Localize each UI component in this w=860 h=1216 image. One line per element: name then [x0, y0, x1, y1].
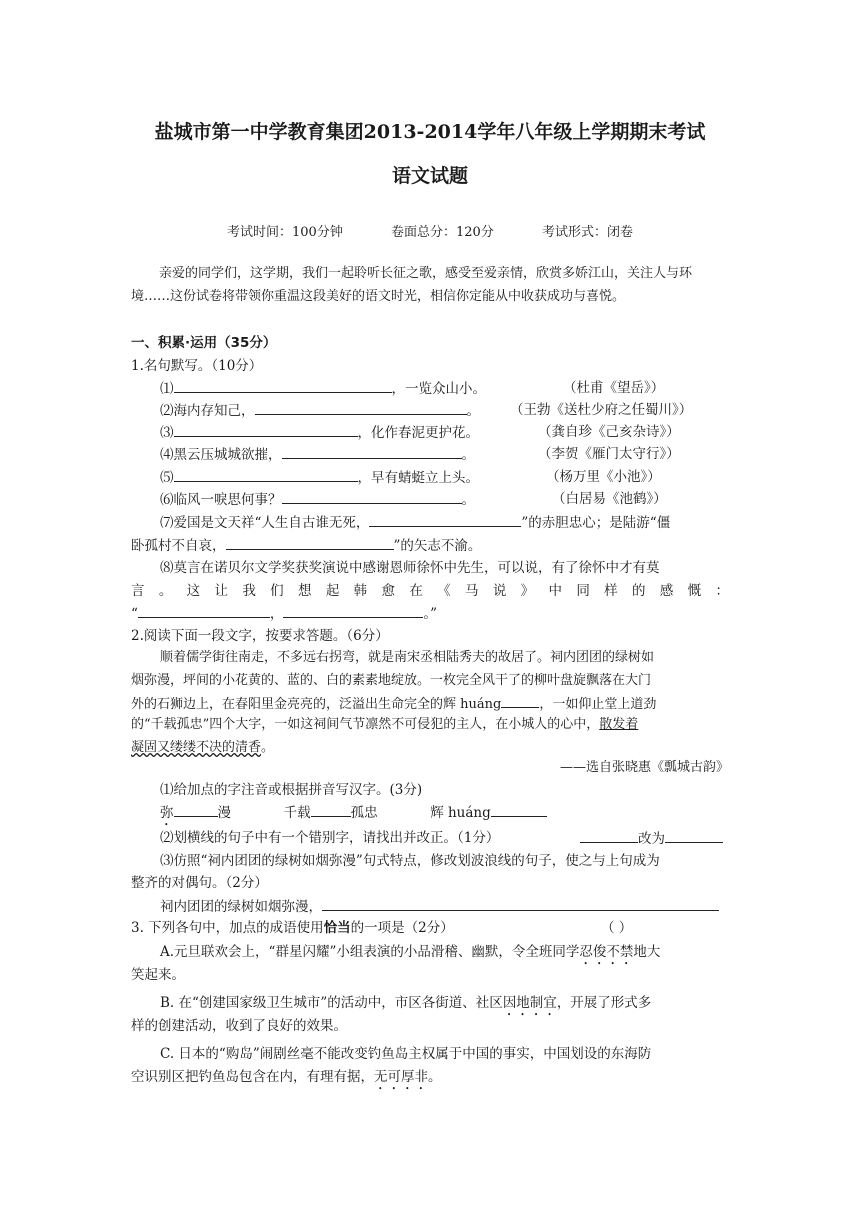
- exam-total-score: 卷面总分：120分: [390, 225, 494, 240]
- q2-passage-line2: 烟弥漫，坪间的小花黄的、蓝的、白的素素地绽放。一枚完全风干了的柳叶盘旋飘落在大门: [131, 673, 652, 688]
- answer-blank[interactable]: [174, 421, 358, 437]
- q1-item-8-line2: 言。这让我们想起韩愈在《马说》中同样的感慨：: [131, 583, 729, 599]
- q1-stem: 1.名句默写。（10分）: [131, 358, 263, 374]
- q1-source: （王勃《送杜少府之任蜀川》）: [510, 402, 693, 418]
- q3-option-c-line2: 空识别区把钓鱼岛包含在内，有理有据，无可厚非。: [131, 1069, 442, 1085]
- q3-option-a-line1: A.元旦联欢会上，“群星闪耀”小组表演的小品滑稽、幽默，令全班同学忍俊不禁地大: [160, 944, 661, 960]
- answer-blank[interactable]: [174, 801, 218, 817]
- answer-blank[interactable]: [322, 895, 719, 911]
- answer-blank[interactable]: [138, 602, 270, 618]
- q1-item-4: ⑷黑云压城城欲摧， 。 （李贺《雁门太守行》）: [160, 443, 758, 465]
- q1-source: （龚自珍《己亥杂诗》）: [538, 424, 680, 440]
- q3-option-a-line2: 笑起来。: [131, 967, 185, 983]
- answer-paren[interactable]: （ ）: [601, 920, 633, 936]
- q2-sub1: ⑴给加点的字注音或根据拼音写汉字。(3分): [160, 782, 423, 798]
- q1-item-2: ⑵海内存知己， 。 （王勃《送杜少府之任蜀川》）: [160, 399, 758, 421]
- q2-passage-line4: 的“千载孤忠”四个大字，一如这祠间气节凛然不可侵犯的主人，在小城人的心中，散发着: [131, 717, 639, 732]
- q1-item-6: ⑹临风一唳思何事？ 。 （白居易《池鹤》）: [160, 488, 758, 510]
- q1-item-5: ⑸ ，早有蜻蜓立上头。 （杨万里《小池》）: [160, 466, 758, 488]
- q2-passage-source: ——选自张晓惠《瓢城古韵》: [559, 760, 729, 775]
- q3-stem: 3. 下列各句中，加点的成语使用恰当的一项是（2分） （ ）: [131, 917, 729, 939]
- q1-item-8-line3: “ ， 。”: [131, 602, 729, 624]
- q3-option-b-line1: B. 在“创建国家级卫生城市”的活动中，市区各街道、社区因地制宜，开展了形式多: [160, 995, 652, 1011]
- answer-blank[interactable]: [501, 692, 539, 708]
- q1-source: （杨万里《小池》）: [546, 469, 661, 485]
- q1-item-7-line1: ⑺爱国是文天祥“人生自古谁无死， ”的赤胆忠心；是陆游“僵: [160, 511, 729, 533]
- answer-blank[interactable]: [283, 602, 423, 618]
- answer-blank[interactable]: [174, 466, 358, 482]
- q3-option-c-line1: C. 日本的“购岛”闹剧丝毫不能改变钓鱼岛主权属于中国的事实，中国划设的东海防: [160, 1046, 652, 1062]
- answer-blank[interactable]: [369, 511, 521, 527]
- q2-sub3-line1: ⑶仿照“祠内团团的绿树如烟弥漫”句式特点，修改划波浪线的句子，使之与上句成为: [160, 853, 660, 869]
- exam-format: 考试形式：闭卷: [541, 225, 633, 240]
- q1-source: （杜甫《望岳》）: [563, 380, 665, 396]
- q1-source: （李贺《雁门太守行》）: [538, 446, 680, 462]
- answer-blank[interactable]: [282, 443, 462, 459]
- q1-item-3: ⑶ ，化作春泥更护花。 （龚自珍《己亥杂诗》）: [160, 421, 758, 443]
- exam-info: [0, 221, 860, 240]
- answer-blank[interactable]: [255, 399, 467, 415]
- exam-title: 盐城市第一中学教育集团2013-2014学年八年级上学期期末考试: [154, 121, 706, 143]
- q2-stem: 2.阅读下面一段文字，按要求答题。（6分）: [131, 628, 389, 644]
- answer-blank[interactable]: [282, 488, 462, 504]
- answer-blank[interactable]: [174, 377, 392, 393]
- q2-sub3-line3: 祠内团团的绿树如烟弥漫，: [160, 895, 729, 917]
- answer-blank[interactable]: [226, 534, 394, 550]
- intro-paragraph: 亲爱的同学们，这学期，我们一起聆听长征之歌，感受至爱亲情，欣赏多娇江山，关注人与环境……这份试卷将带领你重温这段美好的语文时光，相信你定能从中收获成功与喜悦。: [131, 266, 693, 304]
- answer-blank[interactable]: [311, 801, 351, 817]
- q2-sub2: ⑵划横线的句子中有一个错别字，请找出并改正。（1分） 改为: [160, 827, 758, 849]
- q2-sub3-line2: 整齐的对偶句。（2分）: [131, 875, 268, 891]
- section1-heading: 一、积累·运用（35分）: [131, 335, 277, 351]
- q2-passage-line1: 顺着儒学街往南走，不多远右拐弯，就是南宋丞相陆秀夫的故居了。祠内团团的绿树如: [160, 650, 655, 665]
- exam-subtitle: 语文试题: [391, 165, 468, 187]
- q1-source: （白居易《池鹤》）: [552, 491, 667, 507]
- answer-blank[interactable]: [491, 801, 547, 817]
- answer-blank[interactable]: [580, 827, 638, 843]
- answer-blank[interactable]: [665, 827, 723, 843]
- q1-item-8-line1: ⑻莫言在诺贝尔文学奖获奖演说中感谢恩师徐怀中先生，可以说，有了徐怀中才有莫: [160, 560, 660, 576]
- exam-duration: 考试时间：100分钟: [227, 225, 343, 240]
- q1-item-1: ⑴ ，一览众山小。 （杜甫《望岳》）: [160, 377, 758, 399]
- q2-sub1-words: 弥 漫 千载 孤忠 辉 huáng: [160, 801, 758, 823]
- q2-passage-line3: 外的石狮边上，在春阳里金亮亮的，泛溢出生命完全的辉 huáng ，一如仰止堂上道劲: [131, 692, 729, 714]
- q3-option-b-line2: 样的创建活动，收到了良好的效果。: [131, 1018, 347, 1034]
- q2-passage-line5: 凝固又缕缕不决的清香。: [131, 740, 275, 755]
- q1-item-7-line2: 卧孤村不自哀， ”的矢志不渝。: [131, 534, 729, 556]
